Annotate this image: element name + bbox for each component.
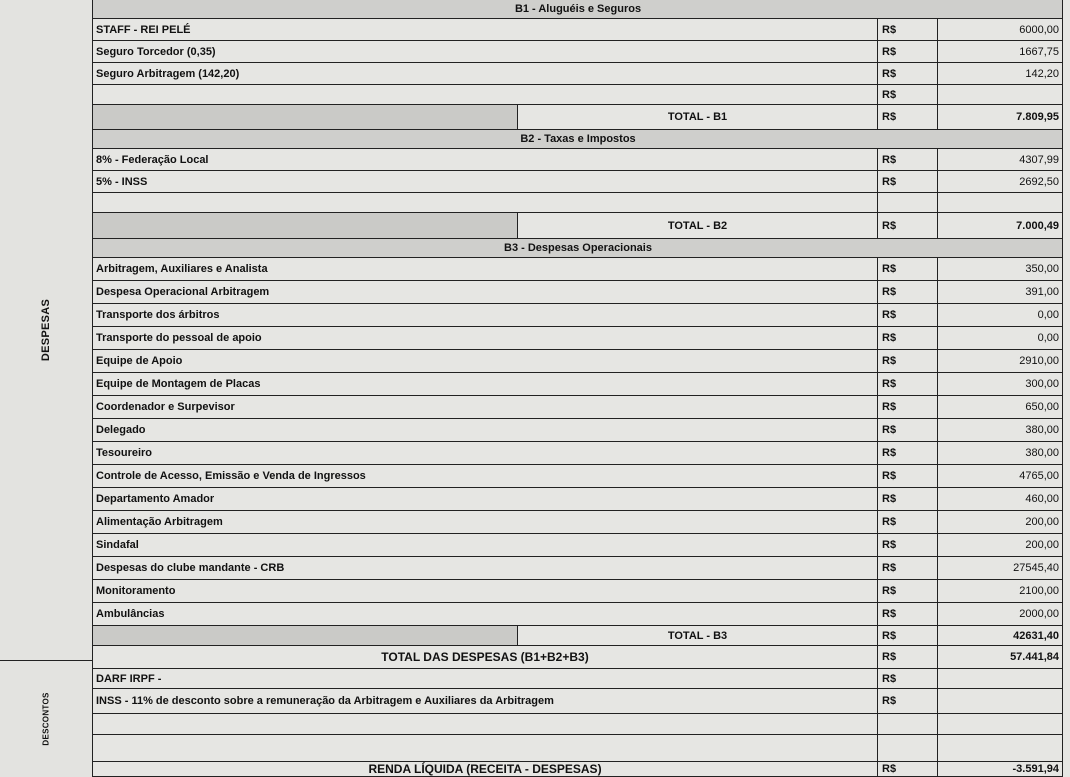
currency-label: R$ [878, 534, 938, 556]
row-label: Equipe de Montagem de Placas [93, 373, 878, 395]
despesas-label: DESPESAS [40, 298, 52, 362]
row-value: 4765,00 [1019, 470, 1059, 482]
row-label: INSS - 11% de desconto sobre a remuneração da Arbitragem e Auxiliares da Arbitragem [93, 689, 878, 713]
currency-label: R$ [878, 419, 938, 441]
row-value: 380,00 [1025, 447, 1059, 459]
table-row [93, 442, 1063, 465]
table-row [93, 689, 1063, 714]
table-row [93, 373, 1063, 396]
row-value [938, 669, 1063, 688]
grand-total-label: RENDA LÍQUIDA (RECEITA - DESPESAS) [93, 762, 878, 776]
b3-total [93, 626, 1063, 646]
table-row [93, 580, 1063, 603]
currency-label: R$ [878, 171, 938, 192]
currency-label: R$ [878, 85, 938, 104]
row-value: 380,00 [1025, 424, 1059, 436]
row-label: Delegado [93, 419, 878, 441]
table-row [93, 63, 1063, 85]
row-value: 142,20 [1025, 67, 1059, 80]
b2-header [93, 130, 1063, 149]
b2-total [93, 213, 1063, 239]
table-row [93, 603, 1063, 626]
row-label: Transporte do pessoal de apoio [93, 327, 878, 349]
row-value: 300,00 [1025, 378, 1059, 390]
table-row [93, 465, 1063, 488]
table-row [93, 714, 1063, 735]
total-label: TOTAL - B1 [518, 105, 878, 129]
row-label: Despesa Operacional Arbitragem [93, 281, 878, 303]
table-row [93, 511, 1063, 534]
currency-label: R$ [878, 105, 938, 129]
row-label: Transporte dos árbitros [93, 304, 878, 326]
table-row [93, 258, 1063, 281]
row-label: Arbitragem, Auxiliares e Analista [93, 258, 878, 280]
currency-label: R$ [878, 327, 938, 349]
table-row [93, 327, 1063, 350]
currency-label: R$ [878, 213, 938, 238]
total-shade [93, 626, 518, 645]
table-row [93, 534, 1063, 557]
currency-label: R$ [878, 258, 938, 280]
currency-label: R$ [878, 603, 938, 625]
currency-label: R$ [878, 63, 938, 84]
section-title: B1 - Aluguéis e Seguros [514, 3, 642, 15]
row-label: Despesas do clube mandante - CRB [93, 557, 878, 579]
currency-label: R$ [878, 580, 938, 602]
currency-label: R$ [878, 511, 938, 533]
row-value: 2910,00 [1019, 355, 1059, 367]
row-label: Ambulâncias [93, 603, 878, 625]
currency-label: R$ [878, 626, 938, 645]
total-value: 7.809,95 [1016, 111, 1059, 123]
row-label: Coordenador e Surpevisor [93, 396, 878, 418]
row-label: Seguro Arbitragem (142,20) [93, 63, 878, 84]
currency-label: R$ [878, 488, 938, 510]
total-value: 42631,40 [1013, 629, 1059, 642]
table-row [93, 41, 1063, 63]
table-row [93, 488, 1063, 511]
currency-label: R$ [878, 557, 938, 579]
row-value [938, 193, 1063, 212]
total-label: TOTAL - B3 [518, 626, 878, 645]
row-value: 2000,00 [1019, 608, 1059, 620]
total-shade [93, 105, 518, 129]
row-label: Monitoramento [93, 580, 878, 602]
row-label: Seguro Torcedor (0,35) [93, 41, 878, 62]
row-value: 2692,50 [1019, 175, 1059, 188]
row-label: Departamento Amador [93, 488, 878, 510]
table-row [93, 669, 1063, 689]
total-label: TOTAL - B2 [518, 213, 878, 238]
currency-label: R$ [878, 19, 938, 40]
row-label: 5% - INSS [93, 171, 878, 192]
currency-label: R$ [878, 646, 938, 668]
row-label: 8% - Federação Local [93, 149, 878, 170]
grand-total-value: -3.591,94 [1012, 763, 1059, 775]
currency-label: R$ [878, 281, 938, 303]
row-value: 1667,75 [1019, 45, 1059, 58]
row-value: 200,00 [1025, 539, 1059, 551]
row-value [938, 735, 1063, 761]
despesas-side-label [0, 0, 93, 661]
currency-label [878, 735, 938, 761]
table-row [93, 171, 1063, 193]
row-value [938, 85, 1063, 104]
currency-label: R$ [878, 762, 938, 776]
descontos-side-label [0, 661, 93, 777]
table-row [93, 193, 1063, 213]
table-row [93, 735, 1063, 762]
b1-header [93, 0, 1063, 19]
currency-label: R$ [878, 669, 938, 688]
row-value [938, 714, 1063, 734]
row-value: 4307,99 [1019, 153, 1059, 166]
row-value: 2100,00 [1019, 585, 1059, 597]
row-label: STAFF - REI PELÉ [93, 19, 878, 40]
row-label [93, 85, 878, 104]
currency-label: R$ [878, 41, 938, 62]
row-label: Controle de Acesso, Emissão e Venda de Ingressos [93, 465, 878, 487]
currency-label: R$ [878, 465, 938, 487]
table-row [93, 149, 1063, 171]
row-value: 391,00 [1025, 286, 1059, 298]
row-value: 460,00 [1025, 493, 1059, 505]
table-row [93, 350, 1063, 373]
row-value: 27545,40 [1013, 562, 1059, 574]
row-value [938, 689, 1063, 713]
currency-label: R$ [878, 304, 938, 326]
table-row [93, 557, 1063, 580]
table-row [93, 419, 1063, 442]
row-label [93, 714, 878, 734]
section-title: B3 - Despesas Operacionais [504, 242, 652, 254]
table-row [93, 85, 1063, 105]
row-value: 350,00 [1025, 263, 1059, 275]
section-title: B2 - Taxas e Impostos [520, 133, 636, 145]
table-row [93, 396, 1063, 419]
currency-label [878, 193, 938, 212]
grand-total-label: TOTAL DAS DESPESAS (B1+B2+B3) [93, 646, 878, 668]
renda-liquida [93, 762, 1063, 777]
currency-label: R$ [878, 149, 938, 170]
currency-label: R$ [878, 442, 938, 464]
row-value: 0,00 [1037, 332, 1059, 344]
currency-label: R$ [878, 350, 938, 372]
row-value: 200,00 [1025, 516, 1059, 528]
table-row [93, 281, 1063, 304]
b1-total [93, 105, 1063, 130]
row-label: Equipe de Apoio [93, 350, 878, 372]
currency-label: R$ [878, 396, 938, 418]
total-shade [93, 213, 518, 238]
currency-label: R$ [878, 373, 938, 395]
row-label: DARF IRPF - [93, 669, 878, 688]
row-label [93, 735, 878, 761]
b3-header [93, 239, 1063, 258]
row-label [93, 193, 878, 212]
descontos-label: DESCONTOS [41, 692, 51, 746]
row-label: Sindafal [93, 534, 878, 556]
row-value: 0,00 [1037, 309, 1059, 321]
currency-label [878, 714, 938, 734]
row-label: Tesoureiro [93, 442, 878, 464]
row-value: 650,00 [1025, 401, 1059, 413]
table-row [93, 19, 1063, 41]
total-value: 7.000,49 [1016, 219, 1059, 232]
grand-total [93, 646, 1063, 669]
grand-total-value: 57.441,84 [1010, 651, 1059, 663]
row-value: 6000,00 [1019, 23, 1059, 36]
row-label: Alimentação Arbitragem [93, 511, 878, 533]
table-row [93, 304, 1063, 327]
currency-label: R$ [878, 689, 938, 713]
